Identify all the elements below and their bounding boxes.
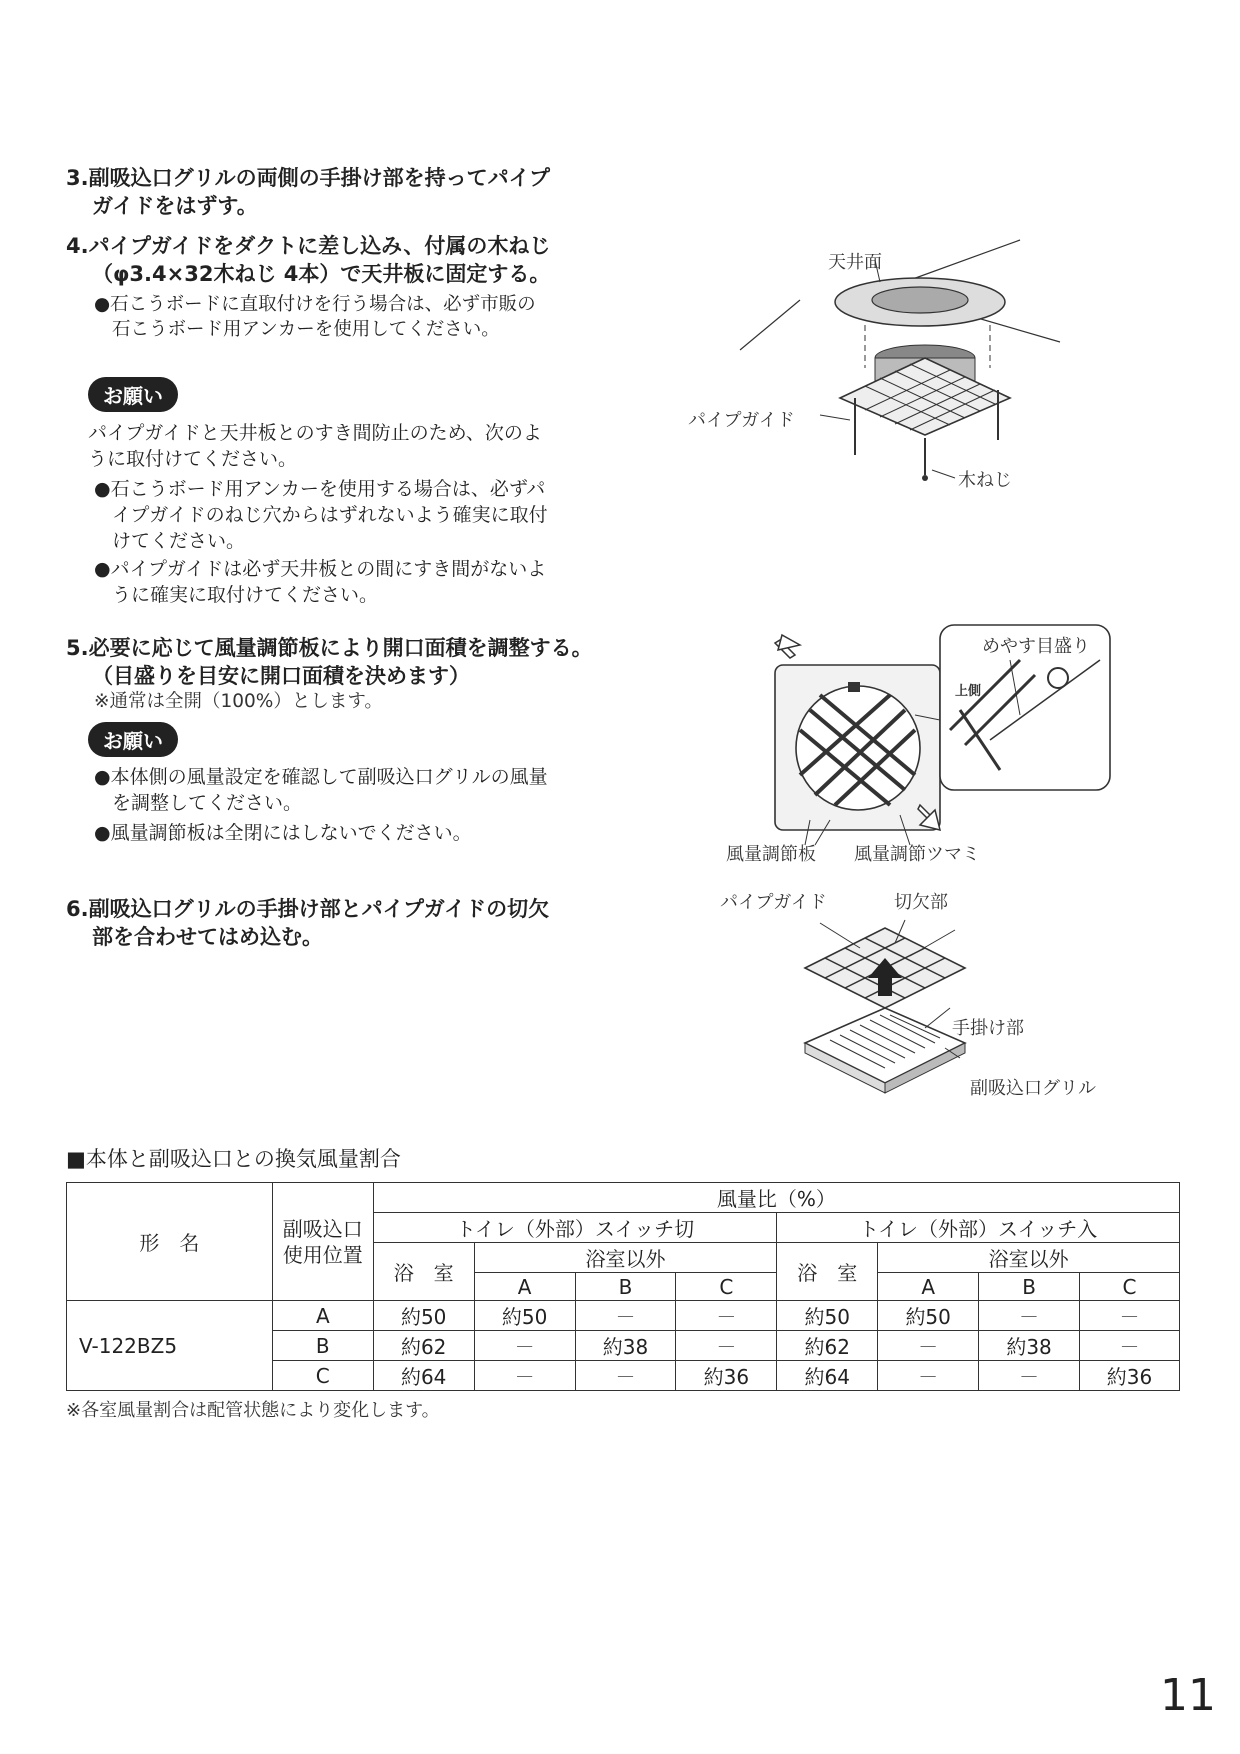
- label-sub-grille: 副吸込口グリル: [970, 1078, 1096, 1099]
- table-heading: ■本体と副吸込口との換気風量割合: [66, 1147, 401, 1171]
- label-airflow-plate: 風量調節板: [726, 844, 816, 865]
- airflow-ratio-table: [66, 1182, 1180, 1391]
- header-sub-b: B: [575, 1273, 676, 1301]
- step-4-line2: （φ3.4×32木ねじ 4本）で天井板に固定する。: [92, 262, 551, 286]
- step-5-line1: 5.必要に応じて風量調節板により開口面積を調整する。: [66, 636, 593, 660]
- header-sub-a: A: [878, 1273, 979, 1301]
- step-3-line2: ガイドをはずす。: [92, 194, 258, 218]
- figure-pipe-guide-install: [688, 230, 1100, 500]
- label-notch: 切欠部: [894, 892, 948, 913]
- step-4-line1: 4.パイプガイドをダクトに差し込み、付属の木ねじ: [66, 234, 551, 258]
- step-4: [66, 232, 550, 288]
- header-position: 副吸込口 使用位置: [272, 1183, 373, 1301]
- label-scale: めやす目盛り: [982, 636, 1090, 657]
- label-handle: 手掛け部: [952, 1018, 1024, 1039]
- step-4-bullet: ●石こうボードに直取付けを行う場合は、必ず市販の 石こうボード用アンカーを使用してください。: [94, 294, 536, 340]
- step-6: [66, 895, 549, 951]
- step-5: [66, 634, 593, 690]
- header-sub-c: C: [1080, 1273, 1180, 1301]
- label-wood-screw: 木ねじ: [958, 470, 1012, 491]
- onegai-1-intro: パイプガイドと天井板とのすき間防止のため、次のよ うに取付けてください。: [88, 422, 542, 470]
- label-pipe-guide-2: パイプガイド: [720, 892, 827, 913]
- onegai-2-bullet-1: ●本体側の風量設定を確認して副吸込口グリルの風量 を調整してください。: [94, 766, 548, 814]
- step-5-note: ※通常は全開（100%）とします。: [94, 691, 383, 712]
- onegai-badge-1: お願い: [88, 377, 178, 412]
- header-switch-on: トイレ（外部）スイッチ入: [777, 1213, 1180, 1243]
- header-bath-on: 浴 室: [777, 1243, 878, 1301]
- table-row: V-122BZ5 A 約50 約50 － － 約50 約50 － －: [67, 1301, 1180, 1331]
- header-ratio: 風量比（%）: [373, 1183, 1179, 1213]
- onegai-1-bullet-1: ●石こうボード用アンカーを使用する場合は、必ずパ イプガイドのねじ穴からはずれないよう確実に取付 けてください。: [94, 478, 548, 552]
- step-6-line2: 部を合わせてはめ込む。: [92, 925, 323, 949]
- figure-airflow-plate: [720, 620, 1120, 870]
- step-3: [66, 164, 550, 220]
- model-name: V-122BZ5: [67, 1301, 273, 1391]
- label-ceiling: 天井面: [828, 252, 882, 273]
- label-airflow-knob: 風量調節ツマミ: [854, 844, 980, 865]
- header-sub-b: B: [979, 1273, 1080, 1301]
- page-number: 11: [1160, 1670, 1216, 1721]
- step-3-line1: 3.副吸込口グリルの両側の手掛け部を持ってパイプ: [66, 166, 550, 190]
- header-other-off: 浴室以外: [474, 1243, 777, 1273]
- figure-grille-fit: [720, 888, 1120, 1108]
- label-pipe-guide: パイプガイド: [688, 410, 795, 431]
- header-model: 形 名: [67, 1183, 273, 1301]
- onegai-2-bullet-2: ●風量調節板は全閉にはしないでください。: [94, 822, 472, 844]
- header-sub-c: C: [676, 1273, 777, 1301]
- onegai-1-bullet-2: ●パイプガイドは必ず天井板との間にすき間がないよ うに確実に取付けてください。: [94, 558, 547, 606]
- header-other-on: 浴室以外: [878, 1243, 1180, 1273]
- table-row: C 約64 － － 約36 約64 － － 約36: [67, 1361, 1180, 1391]
- table-row: B 約62 － 約38 － 約62 － 約38 －: [67, 1331, 1180, 1361]
- header-bath-off: 浴 室: [373, 1243, 474, 1301]
- step-5-line2: （目盛りを目安に開口面積を決めます）: [92, 664, 470, 688]
- pipe-guide-install-drawing: [700, 230, 1100, 500]
- label-top-side: 上側: [955, 684, 982, 699]
- header-sub-a: A: [474, 1273, 575, 1301]
- onegai-badge-2: お願い: [88, 722, 178, 757]
- table-footnote: ※各室風量割合は配管状態により変化します。: [66, 1400, 440, 1421]
- step-6-line1: 6.副吸込口グリルの手掛け部とパイプガイドの切欠: [66, 897, 550, 921]
- header-switch-off: トイレ（外部）スイッチ切: [373, 1213, 777, 1243]
